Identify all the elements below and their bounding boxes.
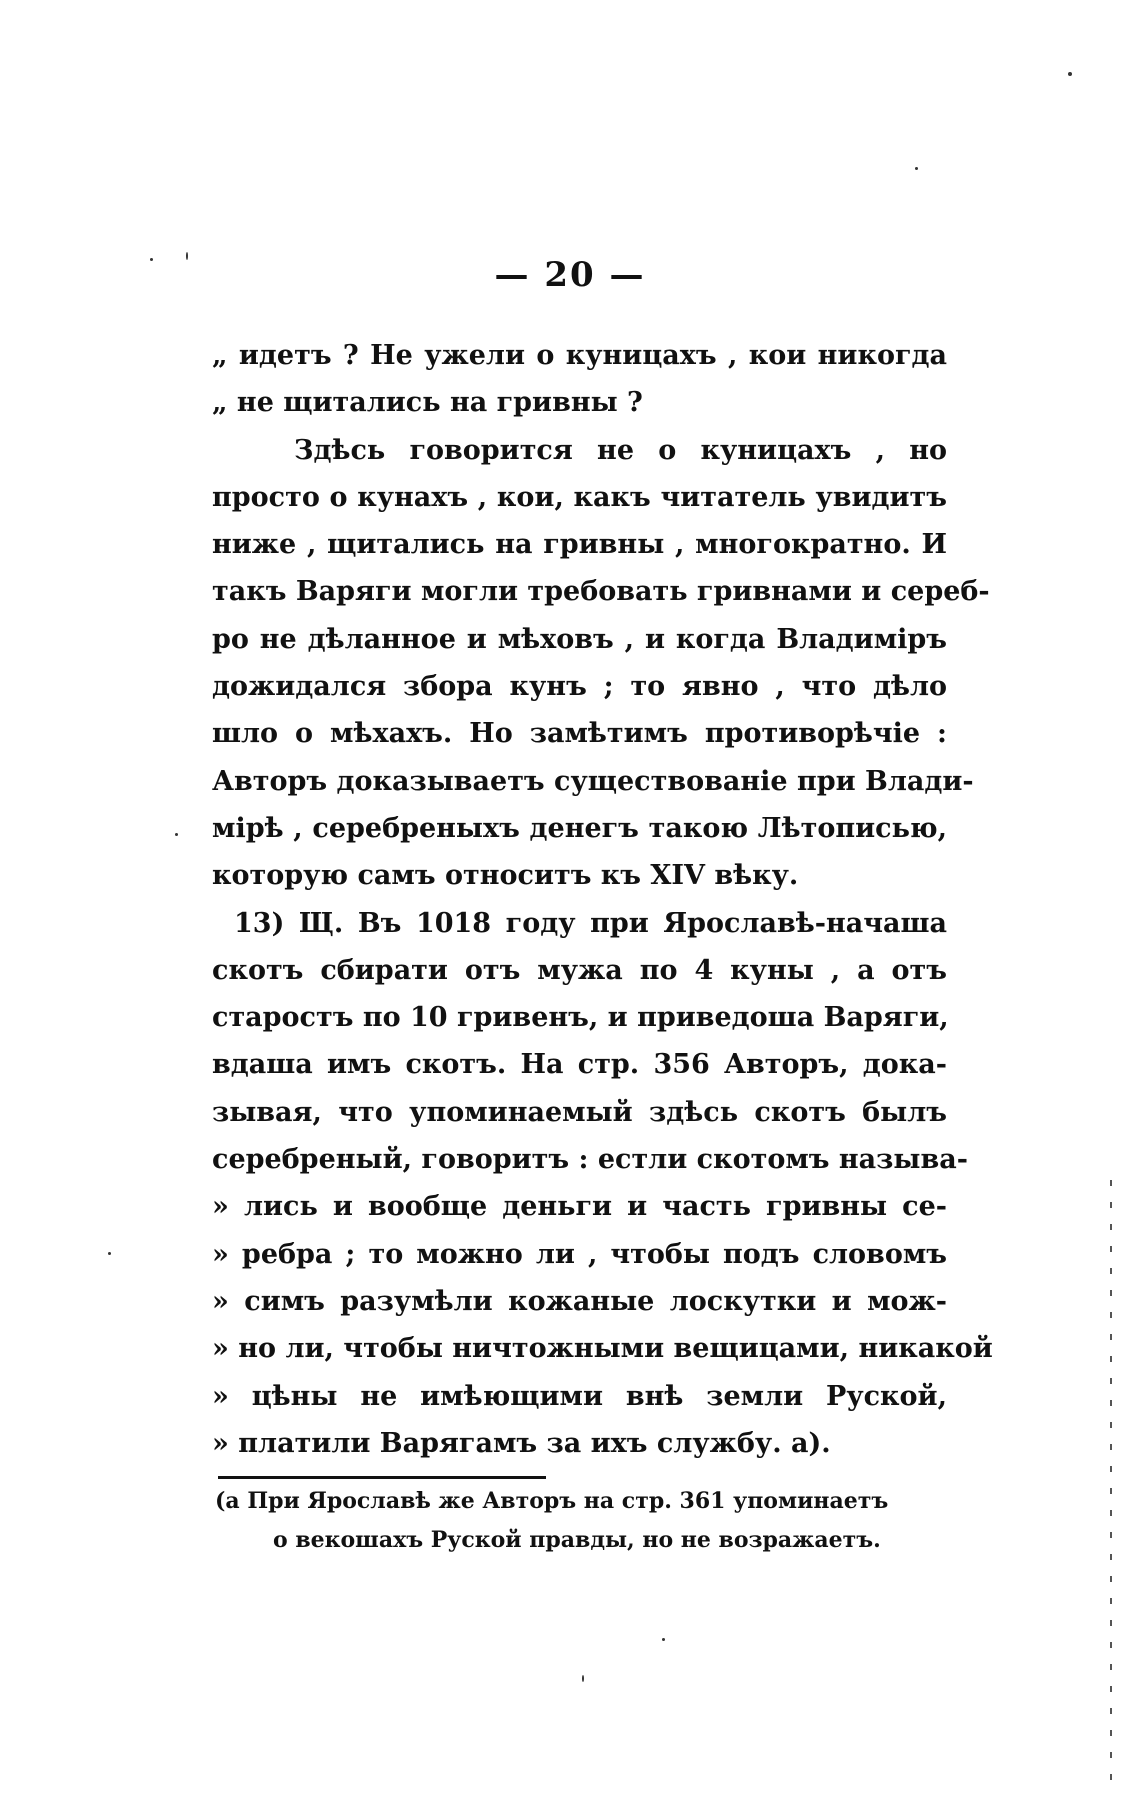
footnote — [215, 1482, 955, 1560]
body-text — [212, 332, 993, 1467]
text-line: мiрѣ , серебреныхъ денегъ такою Лѣтописью, — [212, 812, 947, 844]
text-line: „ не щитались на гривны ? — [212, 387, 643, 419]
text-line: » лись и вообще деньги и часть гривны се- — [212, 1191, 947, 1223]
text-line: дожидался збора кунъ ; то явно , что дѣло — [212, 671, 947, 703]
text-line: Авторъ доказываетъ существованiе при Влади- — [212, 765, 974, 797]
text-line: » платили Варягамъ за ихъ службу. а). — [212, 1427, 831, 1459]
scan-speck — [186, 252, 188, 260]
text-line: которую самъ относитъ къ XIV вѣку. — [212, 860, 799, 892]
text-line: просто о кунахъ , кои, какъ читатель увидитъ — [212, 481, 947, 513]
text-line: старостъ по 10 гривенъ, и приведоша Варяги, — [212, 1002, 949, 1034]
text-line: » ребра ; то можно ли , чтобы подъ словомъ — [212, 1238, 947, 1270]
footnote-line: о векошахъ Руской правды, но не возражаетъ. — [273, 1527, 881, 1553]
scan-speck — [175, 833, 178, 836]
text-line: ро не дѣланное и мѣховъ , и когда Владимiръ — [212, 623, 947, 655]
text-line: ниже , щитались на гривны , многократно. И — [212, 529, 947, 561]
text-line: вдаша имъ скотъ. На стр. 356 Авторъ, дока- — [212, 1049, 947, 1081]
text-line: 13) Щ. Въ 1018 году при Ярославѣ-начаша — [234, 907, 947, 939]
text-line: Здѣсь говорится не о куницахъ , но — [294, 434, 947, 466]
text-line: скотъ сбирати отъ мужа по 4 куны , а отъ — [212, 954, 947, 986]
text-line: шло о мѣхахъ. Но замѣтимъ противорѣчiе : — [212, 718, 947, 750]
footnote-line: (а При Ярославѣ же Авторъ на стр. 361 упоминаетъ — [215, 1488, 889, 1514]
text-line: серебреный, говоритъ : естли скотомъ называ- — [212, 1144, 968, 1176]
text-line: зывая, что упоминаемый здѣсь скотъ былъ — [212, 1096, 947, 1128]
page-number: — 20 — — [494, 255, 646, 295]
scan-speck — [915, 167, 918, 170]
text-line: такъ Варяги могли требовать гривнами и сереб- — [212, 576, 990, 608]
text-line: „ идетъ ? Не ужели о куницахъ , кои никогда — [212, 340, 947, 371]
footnote-divider — [218, 1476, 546, 1479]
scan-speck — [1068, 72, 1072, 76]
scan-edge-mark — [1110, 1180, 1112, 1780]
text-line: » но ли, чтобы ничтожными вещицами, никакой — [212, 1333, 993, 1365]
text-line: » симъ разумѣли кожаные лоскутки и мож- — [212, 1285, 947, 1317]
scan-speck — [662, 1638, 665, 1641]
scan-speck — [108, 1252, 111, 1255]
text-line: » цѣны не имѣющими внѣ земли Руской, — [212, 1380, 947, 1412]
scan-speck — [582, 1675, 584, 1682]
scan-speck — [150, 258, 153, 261]
